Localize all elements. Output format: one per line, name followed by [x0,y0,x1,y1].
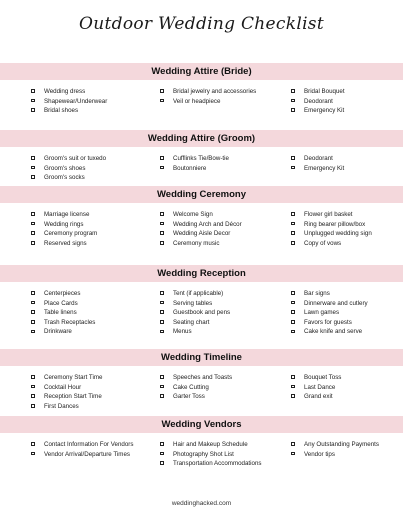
checklist-item-label: Bridal Bouquet [304,88,345,95]
checkbox-icon[interactable] [31,452,35,456]
checklist-item[interactable] [291,229,396,239]
checkbox-icon[interactable] [291,241,295,245]
checklist-item-label: Menus [173,328,192,336]
checklist-item-label: Hair and Makeup Schedule [173,441,248,448]
checklist-item-label: Cufflinks Tie/Bow-tie [173,155,229,162]
checkbox-icon[interactable] [291,301,295,305]
checkbox-icon[interactable] [31,375,35,379]
checklist-item-label: Copy of vows [304,239,342,247]
section-heading: Wedding Attire (Groom) [0,130,403,147]
checklist-column [291,154,396,173]
checklist-item-label: Ceremony music [173,239,220,247]
checkbox-icon[interactable] [291,166,295,170]
checkbox-icon[interactable] [31,394,35,398]
checklist-item-label: Ring bearer pillow/box [304,220,366,228]
checklist-column [291,440,396,459]
checklist-item[interactable] [160,97,278,107]
checklist-item-label: Garter Toss [173,393,205,401]
checklist-item[interactable] [31,239,143,249]
checklist-item-label: Unplugged wedding sign [304,230,372,238]
checklist-item[interactable] [291,299,396,309]
checklist-item[interactable] [31,97,143,107]
checkbox-icon[interactable] [291,442,295,446]
checkbox-icon[interactable] [160,99,164,103]
checklist-column [31,373,143,411]
checklist-item[interactable] [291,327,396,337]
checklist-item[interactable] [31,87,143,97]
checklist-item-label: Vendor Arrival/Departure Times [44,450,130,458]
page-title: Outdoor Wedding Checklist [79,14,324,34]
checklist-item[interactable] [31,392,143,402]
checklist-item[interactable] [31,164,143,174]
checkbox-icon[interactable] [291,89,295,93]
checklist-item-label: Tent (if applicable) [173,290,224,297]
checklist-item[interactable] [31,440,143,450]
checkbox-icon[interactable] [31,320,35,324]
checklist-item-label: Bar signs [304,290,330,297]
checklist-item-label: Wedding Aisle Decor [173,230,231,238]
checklist-item[interactable] [31,229,143,239]
checklist-item[interactable] [31,210,143,220]
checklist-column [31,154,143,183]
checklist-item-label: Drinkware [44,328,72,336]
checklist-item[interactable] [160,392,278,402]
checklist-column [160,373,278,402]
checkbox-icon[interactable] [160,461,164,465]
checklist-item[interactable] [31,106,143,116]
checkbox-icon[interactable] [291,222,295,226]
checklist-column [31,87,143,116]
checkbox-icon[interactable] [160,375,164,379]
checklist-item-label: Wedding Arch and Décor [173,220,242,228]
checklist-item-label: Trash Receptacles [44,318,96,326]
checklist-item-label: Grand exit [304,393,333,401]
checkbox-icon[interactable] [160,166,164,170]
checklist-item[interactable] [291,308,396,318]
checklist-column [291,210,396,248]
checklist-item-label: Table linens [44,309,77,317]
checkbox-icon[interactable] [160,330,164,334]
checklist-item-label: Deodorant [304,97,333,105]
checkbox-icon[interactable] [291,385,295,389]
checkbox-icon[interactable] [291,310,295,314]
checklist-item[interactable] [31,173,143,183]
checklist-item[interactable] [160,440,278,450]
checklist-item[interactable] [160,87,278,97]
checklist-item[interactable] [31,220,143,230]
checkbox-icon[interactable] [31,89,35,93]
checklist-item-label: Deodorant [304,155,333,162]
checkbox-icon[interactable] [31,212,35,216]
checklist-item[interactable] [160,239,278,249]
checklist-item[interactable] [31,373,143,383]
checklist-item-label: Bridal shoes [44,107,79,115]
checkbox-icon[interactable] [31,175,35,179]
checkbox-icon[interactable] [160,241,164,245]
checklist-item[interactable] [31,318,143,328]
checkbox-icon[interactable] [291,320,295,324]
checkbox-icon[interactable] [160,394,164,398]
checklist-item-label: Cocktail Hour [44,383,82,391]
checkbox-icon[interactable] [31,301,35,305]
checklist-item-label: Favors for guests [304,318,352,326]
checkbox-icon[interactable] [291,375,295,379]
checklist-item-label: Ceremony program [44,230,98,238]
checkbox-icon[interactable] [31,231,35,235]
checkbox-icon[interactable] [31,310,35,314]
checklist-item[interactable] [291,239,396,249]
checkbox-icon[interactable] [160,310,164,314]
checklist-item-label: Cake Cutting [173,383,209,391]
checklist-item[interactable] [31,402,143,412]
checkbox-icon[interactable] [160,320,164,324]
checklist-item-label: Reserved signs [44,239,87,247]
checklist-column [160,289,278,337]
checklist-item-label: Marriage license [44,211,90,218]
checklist-item-label: Wedding rings [44,220,84,228]
checkbox-icon[interactable] [31,222,35,226]
checklist-column [160,154,278,173]
section-heading: Wedding Vendors [0,416,403,433]
checkbox-icon[interactable] [160,231,164,235]
checklist-item[interactable] [291,450,396,460]
checklist-item-label: Serving tables [173,299,213,307]
checklist-item[interactable] [291,154,396,164]
checklist-item-label: Boutonniere [173,164,207,172]
checklist-item-label: Dinnerware and cutlery [304,299,368,307]
section-heading: Wedding Reception [0,265,403,282]
checklist-item-label: Groom's suit or tuxedo [44,155,107,162]
checklist-item-label: Transportation Accommodations [173,460,262,468]
checkbox-icon[interactable] [160,385,164,389]
checkbox-icon[interactable] [31,156,35,160]
checkbox-icon[interactable] [160,301,164,305]
checkbox-icon[interactable] [31,108,35,112]
checklist-column [31,289,143,337]
checklist-item[interactable] [31,154,143,164]
checklist-item[interactable] [31,289,143,299]
checklist-item-label: Photography Shot List [173,450,234,458]
checkbox-icon[interactable] [31,291,35,295]
checklist-column [160,440,278,469]
checklist-item[interactable] [291,373,396,383]
checklist-item[interactable] [291,392,396,402]
checklist-item[interactable] [160,220,278,230]
checklist-item-label: Centerpieces [44,290,81,297]
checklist-column [291,373,396,402]
checkbox-icon[interactable] [160,212,164,216]
footer-url: weddinghacked.com [171,500,232,507]
section-heading: Wedding Attire (Bride) [0,63,403,80]
checklist-item[interactable] [160,289,278,299]
checkbox-icon[interactable] [160,452,164,456]
checklist-item[interactable] [291,87,396,97]
checklist-item[interactable] [160,308,278,318]
checkbox-icon[interactable] [31,330,35,334]
checklist-item-label: Shapewear/Underwear [44,97,108,105]
checkbox-icon[interactable] [31,385,35,389]
checkbox-icon[interactable] [291,212,295,216]
checklist-item-label: Veil or headpiece [173,97,221,105]
checklist-item[interactable] [160,318,278,328]
checklist-item-label: Guestbook and pens [173,309,231,317]
checklist-item[interactable] [291,289,396,299]
checkbox-icon[interactable] [31,442,35,446]
checklist-column [291,87,396,116]
checklist-item[interactable] [160,383,278,393]
checkbox-icon[interactable] [291,99,295,103]
checklist-item[interactable] [291,220,396,230]
section-heading: Wedding Ceremony [0,186,403,203]
checkbox-icon[interactable] [160,89,164,93]
checklist-item-label: Last Dance [304,383,336,391]
checkbox-icon[interactable] [291,452,295,456]
checkbox-icon[interactable] [291,330,295,334]
checklist-item[interactable] [160,299,278,309]
checklist-item-label: Bridal jewelry and accessories [173,88,257,95]
checklist-item-label: Any Outstanding Payments [304,441,379,448]
checklist-item-label: Emergency Kit [304,164,345,172]
checklist-item-label: Contact Information For Vendors [44,441,134,448]
checklist-item[interactable] [160,229,278,239]
checkbox-icon[interactable] [160,442,164,446]
checklist-column [160,87,278,106]
checklist-column [291,289,396,337]
checklist-item[interactable] [160,210,278,220]
checklist-item[interactable] [160,373,278,383]
checklist-item[interactable] [291,106,396,116]
checklist-item[interactable] [31,383,143,393]
checklist-item[interactable] [160,154,278,164]
checklist-item[interactable] [31,299,143,309]
checklist-item[interactable] [160,459,278,469]
checkbox-icon[interactable] [291,394,295,398]
checkbox-icon[interactable] [31,404,35,408]
checklist-item[interactable] [291,440,396,450]
checklist-item-label: Welcome Sign [173,211,213,218]
checklist-item[interactable] [291,318,396,328]
checklist-item-label: Emergency Kit [304,107,345,115]
checklist-item-label: Lawn games [304,309,340,317]
checkbox-icon[interactable] [160,156,164,160]
checklist-item[interactable] [160,327,278,337]
checklist-item-label: Groom's shoes [44,164,86,172]
checklist-item-label: Groom's socks [44,174,85,182]
checklist-column [31,210,143,248]
checklist-item-label: Place Cards [44,299,78,307]
checklist-item-label: Speeches and Toasts [173,374,233,381]
checkbox-icon[interactable] [31,241,35,245]
checklist-item[interactable] [160,450,278,460]
checkbox-icon[interactable] [160,222,164,226]
checkbox-icon[interactable] [291,156,295,160]
checkbox-icon[interactable] [291,108,295,112]
checkbox-icon[interactable] [31,99,35,103]
checkbox-icon[interactable] [31,166,35,170]
checklist-item[interactable] [31,450,143,460]
checkbox-icon[interactable] [291,291,295,295]
checklist-item-label: Reception Start Time [44,393,102,401]
checklist-item-label: Bouquet Toss [304,374,342,381]
checklist-item[interactable] [291,97,396,107]
checkbox-icon[interactable] [291,231,295,235]
checklist-item-label: Ceremony Start Time [44,374,103,381]
checklist-item[interactable] [291,210,396,220]
checklist-item[interactable] [31,327,143,337]
checklist-item-label: Vendor tips [304,450,335,458]
checklist-column [160,210,278,248]
checklist-item[interactable] [291,383,396,393]
checklist-item-label: Seating chart [173,318,210,326]
checklist-item[interactable] [31,308,143,318]
checklist-item[interactable] [291,164,396,174]
checklist-item-label: First Dances [44,402,79,410]
section-heading: Wedding Timeline [0,349,403,366]
checklist-item-label: Flower girl basket [304,211,353,218]
checklist-item-label: Wedding dress [44,88,86,95]
checklist-item-label: Cake knife and serve [304,328,363,336]
checkbox-icon[interactable] [160,291,164,295]
checklist-item[interactable] [160,164,278,174]
checklist-column [31,440,143,459]
